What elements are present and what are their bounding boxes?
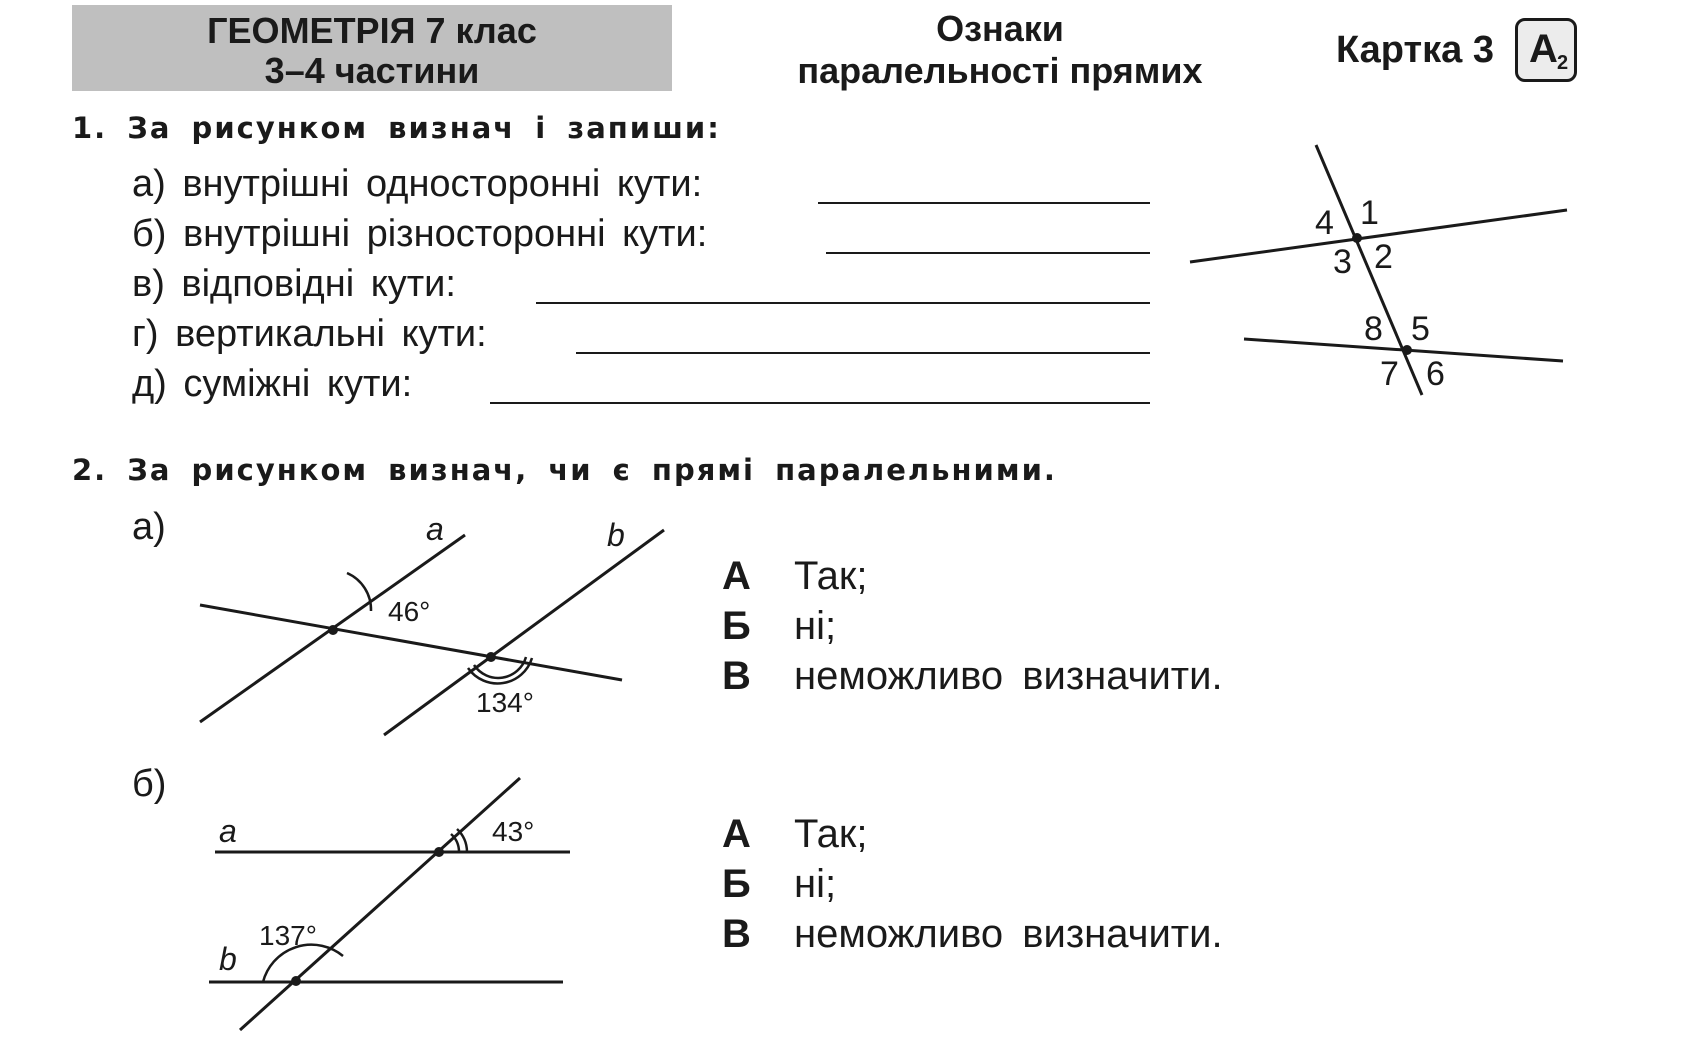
angle-label-1: 1	[1360, 194, 1379, 232]
option-text: неможливо визначити.	[794, 912, 1223, 956]
option-text: Так;	[794, 554, 868, 598]
answer-blank-c[interactable]	[536, 302, 1150, 304]
answer-blank-d[interactable]	[576, 352, 1150, 354]
option-letter: Б	[722, 862, 751, 906]
parts-subtitle: 3–4 частини	[264, 50, 480, 91]
subject-title: ГЕОМЕТРІЯ 7 клас	[207, 10, 537, 51]
task2-figure-a	[190, 515, 670, 740]
task1-figure	[1180, 135, 1580, 405]
option-text: неможливо визначити.	[794, 654, 1223, 698]
option-letter: А	[722, 554, 751, 598]
line-label-b: b	[607, 517, 625, 553]
intersection-point-a	[434, 847, 444, 857]
line-label-b: b	[219, 941, 237, 977]
intersection-point-a	[328, 625, 338, 635]
task1-item-e: д) суміжні кути:	[132, 363, 413, 405]
line-label-a: a	[219, 813, 237, 849]
angle-label-3: 3	[1333, 243, 1352, 281]
topic-line-1: Ознаки	[936, 8, 1064, 49]
topic-line-2: паралельності прямих	[797, 50, 1203, 91]
option-text: ні;	[794, 604, 837, 648]
level-index: 2	[1557, 52, 1569, 74]
header-subject-box	[72, 5, 672, 91]
level-letter: А	[1529, 27, 1558, 71]
task1-item-a: а) внутрішні односторонні кути:	[132, 163, 703, 205]
task1-item-b: б) внутрішні різносторонні кути:	[132, 213, 708, 255]
angle-label-6: 6	[1426, 355, 1445, 393]
option-letter: В	[722, 654, 751, 698]
intersection-point-top	[1352, 233, 1362, 243]
task1-item-d: г) вертикальні кути:	[132, 313, 487, 355]
answer-blank-b[interactable]	[826, 252, 1150, 254]
answer-blank-e[interactable]	[490, 402, 1150, 404]
angle-label-8: 8	[1364, 310, 1383, 348]
angle-value-134: 134°	[476, 687, 534, 718]
option-text: Так;	[794, 812, 868, 856]
task2-title: 2. За рисунком визнач, чи є прямі паралельними.	[72, 453, 1057, 487]
option-text: ні;	[794, 862, 837, 906]
angle-arc-43-inner	[451, 834, 459, 852]
intersection-point-b	[291, 976, 301, 986]
option-letter: Б	[722, 604, 751, 648]
level-badge	[1515, 18, 1577, 82]
angle-label-5: 5	[1411, 310, 1430, 348]
angle-label-2: 2	[1374, 238, 1393, 276]
option-letter: А	[722, 812, 751, 856]
line-secant	[240, 778, 520, 1030]
line-transversal	[1316, 145, 1422, 395]
angle-label-7: 7	[1380, 355, 1399, 393]
intersection-point-b	[486, 652, 496, 662]
angle-value-46: 46°	[388, 596, 431, 627]
option-letter: В	[722, 912, 751, 956]
task2-part-a-label: а)	[132, 506, 166, 548]
task2-figure-b	[195, 770, 585, 1040]
answer-blank-a[interactable]	[818, 202, 1150, 204]
task1-title: 1. За рисунком визнач і запиши:	[72, 111, 721, 145]
topic-title	[740, 8, 1260, 92]
task1-item-c: в) відповідні кути:	[132, 263, 456, 305]
angle-label-4: 4	[1315, 204, 1334, 242]
line-label-a: a	[426, 515, 444, 547]
card-label: Картка 3	[1336, 29, 1494, 71]
angle-value-43: 43°	[492, 816, 535, 847]
task2-part-b-label: б)	[132, 763, 167, 805]
angle-value-137: 137°	[259, 920, 317, 951]
